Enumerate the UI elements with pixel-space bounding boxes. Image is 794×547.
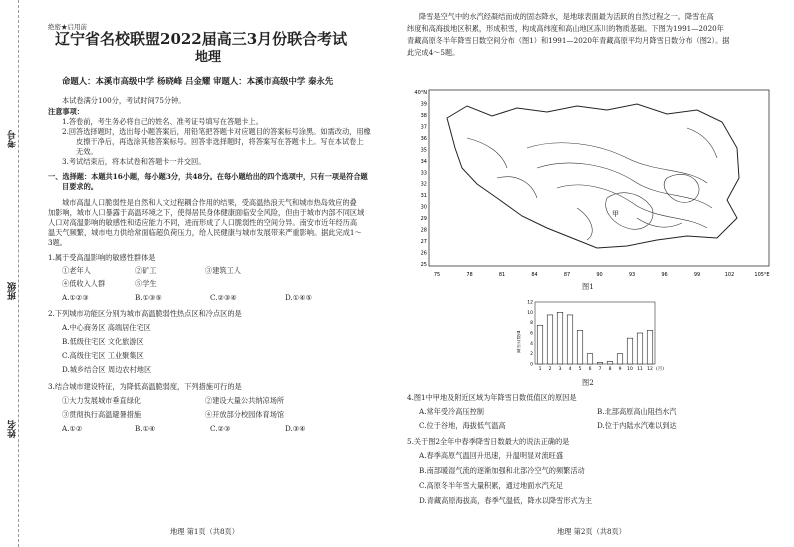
section1-heading-cont: 目要求的。 xyxy=(62,182,98,191)
q2-option-c[interactable]: C.高级住宅区 工业聚集区 xyxy=(62,351,144,360)
x-tick-label: 1 xyxy=(538,367,542,372)
contour-line xyxy=(557,185,707,228)
plateau-outline xyxy=(447,104,739,248)
contour-line xyxy=(467,138,507,168)
contour-line xyxy=(664,174,699,202)
q1-option-b[interactable]: B.①③⑤ xyxy=(135,293,162,302)
figure-1-label: 图1 xyxy=(582,282,594,291)
authors-line: 命题人：本溪市高级中学 杨晓峰 吕金耀 审题人：本溪市高级中学 秦永先 xyxy=(62,76,334,86)
y-tick-label: 26 xyxy=(420,250,427,257)
bar xyxy=(647,330,653,364)
side-label-name: 姓名 xyxy=(8,420,18,438)
passage-line: 此完成4～5题。 xyxy=(407,48,460,57)
q3-item: ①大力发展城市垂直绿化 xyxy=(62,396,142,405)
secret-mark: 绝密★启用前 xyxy=(48,23,87,31)
contour-line xyxy=(637,218,682,227)
passage-line: 温天气频繁，城市电力供给常面临超负荷压力，给人民健康与城市发展带来严重影响。据此完成1～ xyxy=(48,228,362,237)
x-tick-label: 90 xyxy=(596,272,603,278)
x-tick-label: 93 xyxy=(628,272,636,278)
y-tick-label: 34 xyxy=(420,158,427,165)
intro-text: 本试卷满分100分，考试时间75分钟。 xyxy=(62,96,186,105)
question-4: 4.图1中甲地及附近区域为年降雪日数低值区的原因是 xyxy=(407,393,577,402)
bar xyxy=(577,330,583,364)
q2-option-d[interactable]: D.城乡结合区 周边农村地区 xyxy=(62,365,152,374)
q5-option-d[interactable]: D.青藏高原海拔高，春季气温低，降水以降雪形式为主 xyxy=(419,496,593,505)
bar xyxy=(627,338,633,364)
q2-option-a[interactable]: A.中心商务区 高端居住宅区 xyxy=(62,323,151,332)
bar xyxy=(587,354,593,364)
question-1: 1.属于受高温影响的敏感性群体是 xyxy=(48,253,156,262)
bar xyxy=(607,361,613,364)
y-tick-label: 12 xyxy=(527,300,533,306)
q3-option-a[interactable]: A.①② xyxy=(62,424,83,433)
bar xyxy=(537,325,543,364)
y-tick-label: 8 xyxy=(530,321,533,327)
y-tick-label: 33 xyxy=(420,170,427,177)
notice-title: 注意事项： xyxy=(48,107,84,116)
x-tick-label: 2 xyxy=(548,367,552,372)
subject-title: 地理 xyxy=(195,50,222,65)
q1-item: ④低收入人群 xyxy=(62,279,106,288)
section1-heading: 一、选择题：本题共16小题，每小题3分，共48分。在每小题给出的四个选项中，只有一项是符合题 xyxy=(48,172,368,181)
figure-1-map xyxy=(407,88,777,280)
figure-2-label: 图2 xyxy=(582,378,594,387)
side-label-exam-no: 考号 xyxy=(8,130,18,148)
contour-line xyxy=(687,128,717,158)
q1-option-a[interactable]: A.①②③ xyxy=(62,293,89,302)
x-tick-label: 9 xyxy=(618,367,622,372)
x-tick-label: 78 xyxy=(466,272,473,278)
y-tick-label: 39 xyxy=(420,101,427,108)
q4-option-a[interactable]: A.常年受冷高压控制 xyxy=(419,407,484,416)
contour-line xyxy=(527,143,707,183)
y-tick-label: 31 xyxy=(420,193,427,200)
q3-item: ②建设大量公共纳凉场所 xyxy=(205,396,285,405)
x-tick-label: 11 xyxy=(637,367,643,372)
bar xyxy=(637,333,643,364)
x-tick-label: 5 xyxy=(578,367,582,372)
y-axis-label: 降雪日数/d xyxy=(517,330,522,353)
annotation-jia: 甲 xyxy=(612,210,619,218)
q3-item: ④开放部分校园体育场馆 xyxy=(205,410,285,419)
y-tick-label: 4 xyxy=(530,341,533,347)
q5-option-c[interactable]: C.高原冬半年雪大量积累，通过地面水汽充足 xyxy=(419,481,564,490)
notice-3: 3.考试结束后，将本试卷和答题卡一并交回。 xyxy=(62,157,206,166)
x-tick-label: 6 xyxy=(588,367,592,372)
y-tick-label: 10 xyxy=(527,310,533,316)
bar xyxy=(617,354,623,364)
passage-line: 人口对高温影响的敏感性和适应能力不同，进而形成了人口脆弱性的空间分异。南安市近年经历高 xyxy=(48,218,358,227)
q1-item: ②矿工 xyxy=(135,266,157,275)
x-tick-label: 84 xyxy=(531,272,538,278)
y-tick-label: 2 xyxy=(530,352,533,358)
y-tick-label: 6 xyxy=(530,331,533,337)
figure-2-bar-chart xyxy=(517,298,667,378)
q1-option-c[interactable]: C.②③④ xyxy=(210,293,237,302)
q3-option-c[interactable]: C.②③ xyxy=(210,424,231,433)
q5-option-a[interactable]: A.春季高原气温回升迅速，升温明显对流旺盛 xyxy=(419,451,564,460)
contour-line xyxy=(577,208,592,240)
notice-2-cont: 皮擦干净后，再选涂其他答案标号。回答非选择题时，将答案写在答题卡上。写在本试卷上 xyxy=(76,137,364,146)
notice-2: 2.回答选择题时，选出每小题答案后，用铅笔把答题卡对应题目的答案标号涂黑。如需改动，用橡 xyxy=(62,127,371,136)
contour-line xyxy=(537,163,712,208)
y-tick-label: 0 xyxy=(530,362,533,368)
side-label-class: 班级 xyxy=(8,282,18,300)
x-tick-label: 81 xyxy=(498,272,506,278)
y-tick-label: 30 xyxy=(420,204,427,211)
question-5: 5.关于图2全年中春季降雪日数最大的说法正确的是 xyxy=(407,437,570,446)
y-tick-label: 29 xyxy=(420,216,427,223)
x-tick-label: 3 xyxy=(558,367,562,372)
bar xyxy=(567,315,573,364)
y-tick-label: 27 xyxy=(420,239,427,246)
x-tick-label: 10 xyxy=(627,367,633,372)
q4-option-d[interactable]: D.位于内陆水汽难以到达 xyxy=(597,421,677,430)
passage-line: 青藏高原冬半年降雪日数空间分布（图1）和1991—2020年青藏高原平均月降雪日数分布（图2）。据 xyxy=(407,36,730,45)
q3-option-b[interactable]: B.①④ xyxy=(135,424,156,433)
page-footer: 地理 第2页（共8页） xyxy=(557,527,626,536)
x-tick-label: 96 xyxy=(661,272,668,278)
y-tick-label: 37 xyxy=(420,124,427,131)
passage-line: 加影响，城市人口暴露于高温环境之下，使得居民身体健康面临安全风险，但由于城市内部不同区域 xyxy=(48,208,365,217)
notice-2-end: 无效。 xyxy=(76,147,98,156)
binding-line xyxy=(18,0,19,547)
bar xyxy=(557,312,563,364)
x-axis-unit: (月) xyxy=(656,367,665,372)
q1-item: ①老年人 xyxy=(62,266,91,275)
q5-option-b[interactable]: B.南部暖湿气流的逐渐加强和北部冷空气的频繁活动 xyxy=(419,466,585,475)
question-2: 2.下列城市功能区分别为城市高温脆弱性热点区和冷点区的是 xyxy=(48,309,242,318)
q1-option-d[interactable]: D.①④⑤ xyxy=(285,293,313,302)
x-tick-label: 75 xyxy=(433,272,441,278)
y-tick-label: 28 xyxy=(420,227,427,234)
x-tick-label: 8 xyxy=(608,367,612,372)
y-axis-ticks xyxy=(414,90,427,268)
q3-item: ③贯彻执行高温避暑措施 xyxy=(62,410,142,419)
y-tick-label: 25 xyxy=(420,262,427,268)
right-page xyxy=(397,0,794,547)
page-title: 辽宁省名校联盟2022届高三3月份联合考试 xyxy=(55,30,348,48)
x-tick-label: 4 xyxy=(568,367,572,372)
bar xyxy=(597,362,603,364)
question-3: 3.结合城市建设特征，为降低高温脆弱度，下列措施可行的是 xyxy=(48,382,242,391)
q3-option-d[interactable]: D.③④ xyxy=(285,424,306,433)
passage-line: 3题。 xyxy=(48,238,67,247)
notice-1: 1.答卷前，考生务必将自己的姓名、准考证号填写在答题卡上。 xyxy=(62,117,263,126)
y-tick-label: 40°N xyxy=(414,90,427,96)
q1-item: ⑤学生 xyxy=(135,279,157,288)
y-tick-label: 36 xyxy=(420,135,427,142)
contour-line xyxy=(497,177,537,198)
x-axis-ticks xyxy=(434,272,770,278)
y-tick-label: 32 xyxy=(420,181,427,188)
x-tick-label: 102 xyxy=(724,272,735,278)
passage-line: 城市高温人口脆弱性是自然和人文过程耦合作用的结果，受高温热浪天气和城市热岛效应的叠 xyxy=(62,198,357,207)
q4-option-b[interactable]: B.北部高原高山阻挡水汽 xyxy=(597,407,677,416)
q2-option-b[interactable]: B.低级住宅区 文化旅游区 xyxy=(62,337,144,346)
passage-line: 纬度和高海拔地区积累，形成积雪，构成高纬度和高山地区冻川的物质基础。下图为1991—2020年 xyxy=(407,24,724,33)
x-tick-label: 99 xyxy=(693,272,701,278)
y-tick-label: 38 xyxy=(420,112,427,119)
passage-line: 降雪是空气中的水汽经凝结而成的固态降水，是地球表面最为活跃的自然过程之一。降雪在高 xyxy=(419,12,714,21)
q1-item: ③建筑工人 xyxy=(205,266,241,275)
bar xyxy=(547,315,553,364)
x-tick-label: 12 xyxy=(647,367,653,372)
y-tick-label: 35 xyxy=(420,147,427,154)
x-tick-label: 87 xyxy=(563,272,571,278)
q4-option-c[interactable]: C.位于谷地，海拔低气温高 xyxy=(419,421,506,430)
x-tick-label: 105°E xyxy=(754,272,770,278)
page-footer: 地理 第1页（共8页） xyxy=(170,527,239,536)
x-tick-label: 7 xyxy=(598,367,602,372)
